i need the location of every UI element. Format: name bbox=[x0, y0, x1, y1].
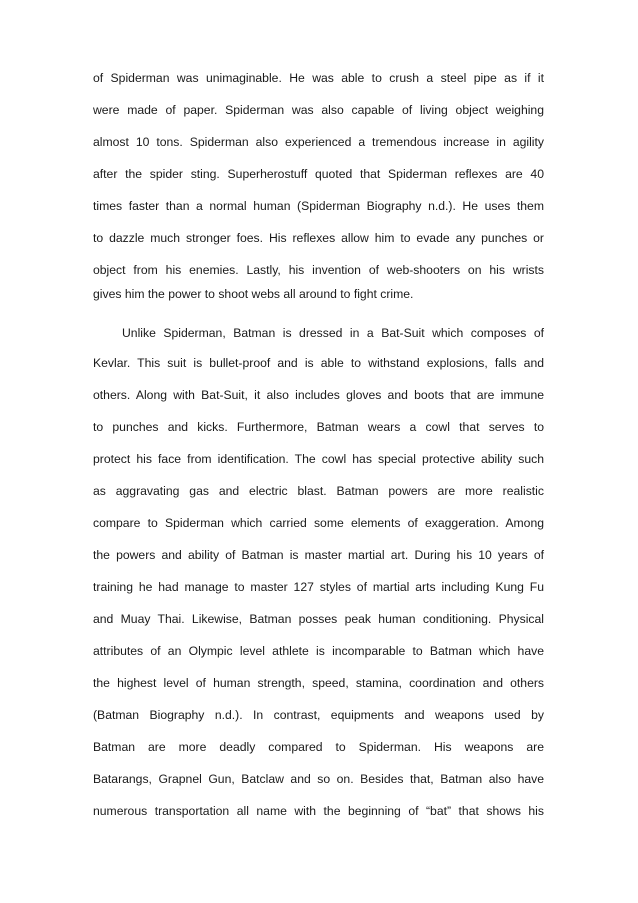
paragraph-2-line-10: and Muay Thai. Likewise, Batman posses peak human conditioning. Physical bbox=[93, 612, 544, 626]
paragraph-2-line-7: compare to Spiderman which carried some elements of exaggeration. Among bbox=[93, 516, 544, 530]
paragraph-2-line-16: numerous transportation all name with the beginning of “bat” that shows his bbox=[93, 804, 544, 818]
paragraph-1-line-1: of Spiderman was unimaginable. He was able to crush a steel pipe as if it bbox=[93, 71, 544, 85]
paragraph-2-line-2: Kevlar. This suit is bullet-proof and is able to withstand explosions, falls and bbox=[93, 356, 544, 370]
paragraph-1-line-5: times faster than a normal human (Spiderman Biography n.d.). He uses them bbox=[93, 199, 544, 213]
paragraph-2-line-13: (Batman Biography n.d.). In contrast, equipments and weapons used by bbox=[93, 708, 544, 722]
paragraph-2-line-4: to punches and kicks. Furthermore, Batman wears a cowl that serves to bbox=[93, 420, 544, 434]
paragraph-2-line-6: as aggravating gas and electric blast. Batman powers are more realistic bbox=[93, 484, 544, 498]
paragraph-2-line-14: Batman are more deadly compared to Spiderman. His weapons are bbox=[93, 740, 544, 754]
paragraph-1-line-4: after the spider sting. Superherostuff quoted that Spiderman reflexes are 40 bbox=[93, 167, 544, 181]
paragraph-2-line-3: others. Along with Bat-Suit, it also includes gloves and boots that are immune bbox=[93, 388, 544, 402]
paragraph-2-line-8: the powers and ability of Batman is master martial art. During his 10 years of bbox=[93, 548, 544, 562]
paragraph-2-line-11: attributes of an Olympic level athlete is incomparable to Batman which have bbox=[93, 644, 544, 658]
paragraph-2-line-9: training he had manage to master 127 styles of martial arts including Kung Fu bbox=[93, 580, 544, 594]
paragraph-2-line-5: protect his face from identification. The cowl has special protective ability such bbox=[93, 452, 544, 466]
paragraph-1-line-6: to dazzle much stronger foes. His reflexes allow him to evade any punches or bbox=[93, 231, 544, 245]
paragraph-1-line-7: object from his enemies. Lastly, his invention of web-shooters on his wrists bbox=[93, 263, 544, 277]
paragraph-1-line-2: were made of paper. Spiderman was also capable of living object weighing bbox=[93, 103, 544, 117]
paragraph-1-line-8: gives him the power to shoot webs all around to fight crime. bbox=[93, 287, 414, 301]
paragraph-2-line-12: the highest level of human strength, speed, stamina, coordination and others bbox=[93, 676, 544, 690]
paragraph-2-line-15: Batarangs, Grapnel Gun, Batclaw and so on. Besides that, Batman also have bbox=[93, 772, 544, 786]
paragraph-1-line-3: almost 10 tons. Spiderman also experienced a tremendous increase in agility bbox=[93, 135, 544, 149]
paragraph-2-line-1: Unlike Spiderman, Batman is dressed in a Bat-Suit which composes of bbox=[122, 326, 544, 340]
